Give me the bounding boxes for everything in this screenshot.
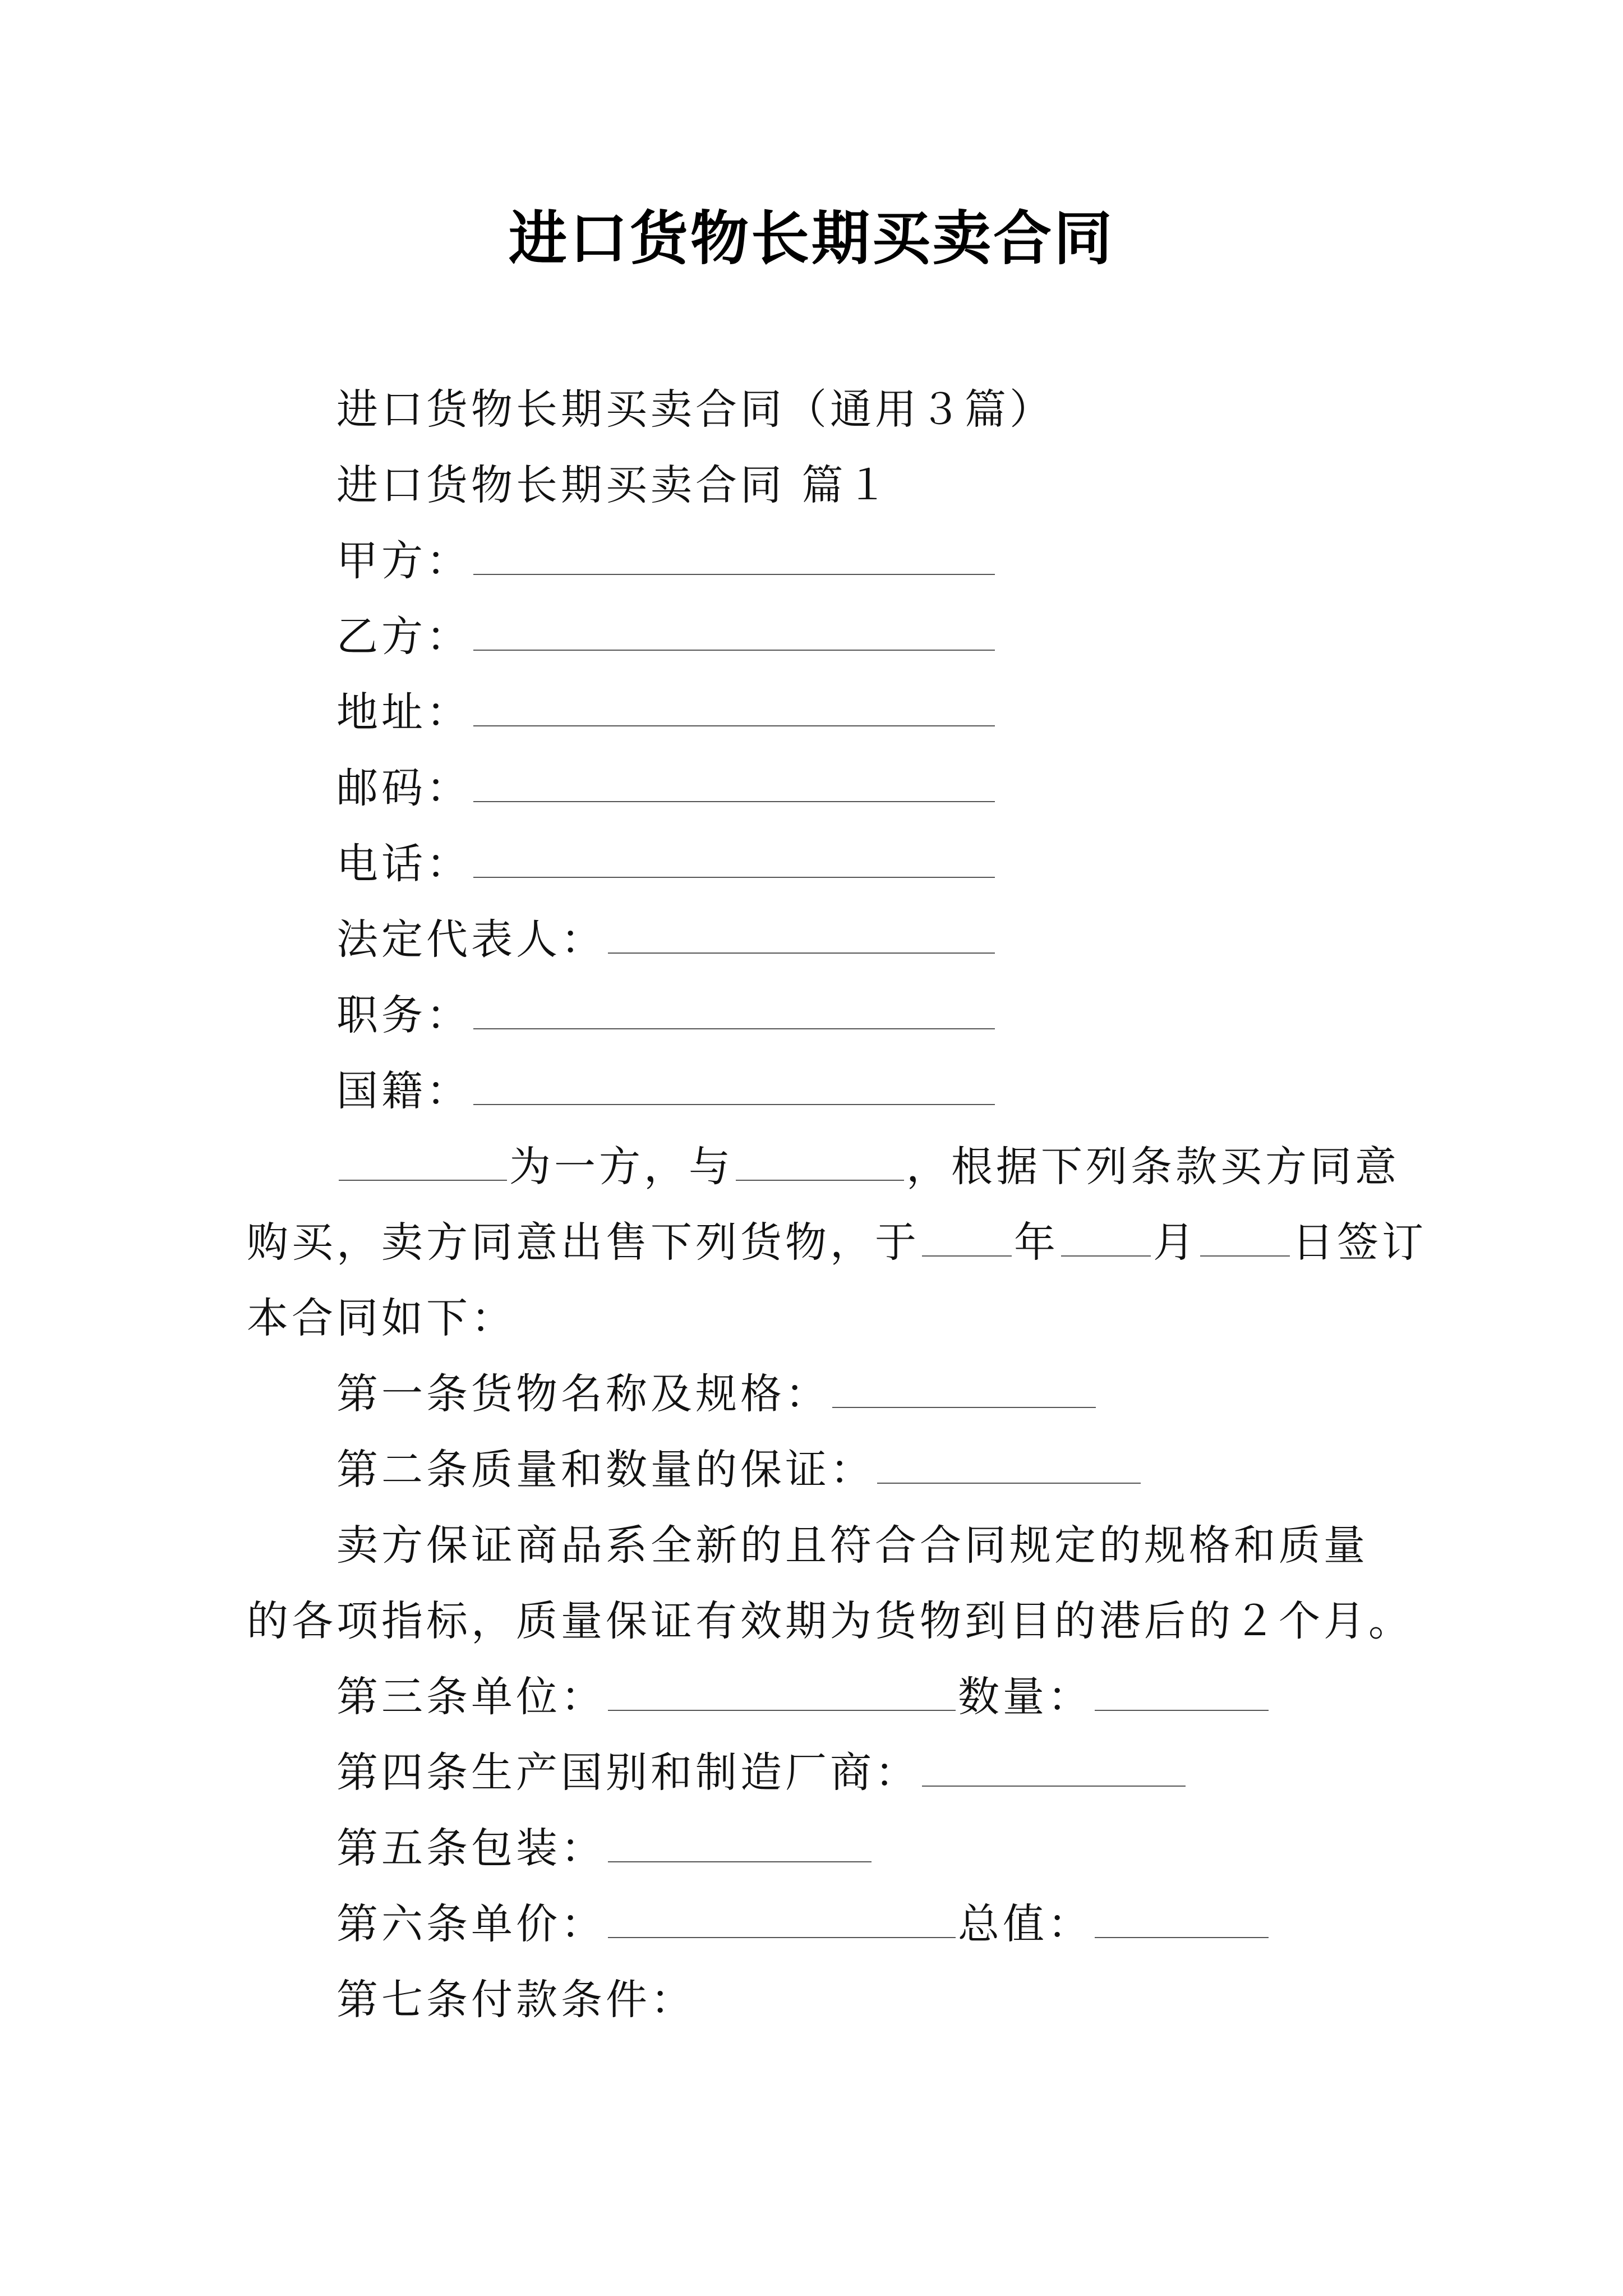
field-postcode	[336, 757, 997, 819]
blank-line	[473, 686, 995, 726]
field-label: 邮码：	[336, 764, 471, 812]
intro-text: 为一方，与	[509, 1143, 734, 1191]
blank-line	[473, 838, 995, 878]
blank-line	[473, 610, 995, 651]
field-label: 法定代表人：	[336, 915, 606, 964]
field-nationality	[336, 1060, 997, 1122]
field-label: 甲方：	[336, 537, 471, 585]
blank-line	[736, 1140, 904, 1181]
article-label: 第二条质量和数量的保证：	[336, 1446, 875, 1494]
article-2	[336, 1439, 1143, 1501]
article-label: 总值：	[958, 1900, 1092, 1948]
article-3	[336, 1666, 1271, 1728]
blank-line	[832, 1368, 1096, 1408]
intro-line-3: 本合同如下：	[247, 1294, 516, 1342]
blank-line	[1061, 1216, 1151, 1257]
blank-line	[473, 535, 995, 575]
blank-line	[339, 1140, 507, 1181]
article-7: 第七条付款条件：	[336, 1976, 695, 2024]
article-1	[336, 1363, 1098, 1425]
blank-line	[608, 913, 995, 954]
section-heading: 进口货物长期买卖合同 篇１	[336, 461, 892, 509]
blank-line	[1200, 1216, 1290, 1257]
blank-line	[877, 1443, 1141, 1484]
article-label: 第三条单位：	[336, 1673, 606, 1721]
intro-line-2	[247, 1212, 1427, 1273]
article-label: 第一条货物名称及规格：	[336, 1370, 830, 1418]
blank-line	[608, 1898, 956, 1938]
intro-line-1	[336, 1136, 1400, 1198]
article-6	[336, 1893, 1271, 1955]
field-label: 国籍：	[336, 1067, 471, 1115]
intro-text: 日签订	[1292, 1218, 1427, 1267]
article-label: 第六条单价：	[336, 1900, 606, 1948]
field-label: 职务：	[336, 991, 471, 1039]
blank-line	[473, 762, 995, 802]
blank-line	[1095, 1898, 1269, 1938]
blank-line	[1095, 1671, 1269, 1711]
field-legal-rep	[336, 909, 997, 970]
field-label: 电话：	[336, 840, 471, 888]
blank-line	[473, 1065, 995, 1105]
intro-text: ，根据下列条款买方同意	[906, 1143, 1400, 1191]
blank-line	[473, 989, 995, 1029]
subtitle: 进口货物长期买卖合同（通用３篇）	[336, 385, 1054, 434]
blank-line	[922, 1746, 1186, 1787]
document-title: 进口货物长期买卖合同	[508, 204, 1114, 273]
field-position	[336, 984, 997, 1046]
field-label: 乙方：	[336, 613, 471, 661]
field-address	[336, 682, 997, 743]
article-label: 数量：	[958, 1673, 1092, 1721]
intro-text: 月	[1153, 1218, 1198, 1267]
field-label: 地址：	[336, 688, 471, 737]
blank-line	[608, 1671, 956, 1711]
field-party-b	[336, 606, 997, 668]
article-label: 第四条生产国别和制造厂商：	[336, 1749, 920, 1797]
article-5	[336, 1818, 874, 1879]
intro-text: 年	[1014, 1218, 1059, 1267]
article-2-text-1: 卖方保证商品系全新的且符合合同规定的规格和质量	[336, 1521, 1368, 1570]
intro-text: 购买，卖方同意出售下列货物，于	[247, 1218, 920, 1267]
field-party-a	[336, 530, 997, 592]
article-4	[336, 1742, 1188, 1803]
blank-line	[922, 1216, 1012, 1257]
field-phone	[336, 833, 997, 895]
blank-line	[608, 1822, 872, 1862]
article-2-text-2: 的各项指标，质量保证有效期为货物到目的港后的２个月。	[247, 1597, 1413, 1645]
article-label: 第五条包装：	[336, 1824, 606, 1872]
